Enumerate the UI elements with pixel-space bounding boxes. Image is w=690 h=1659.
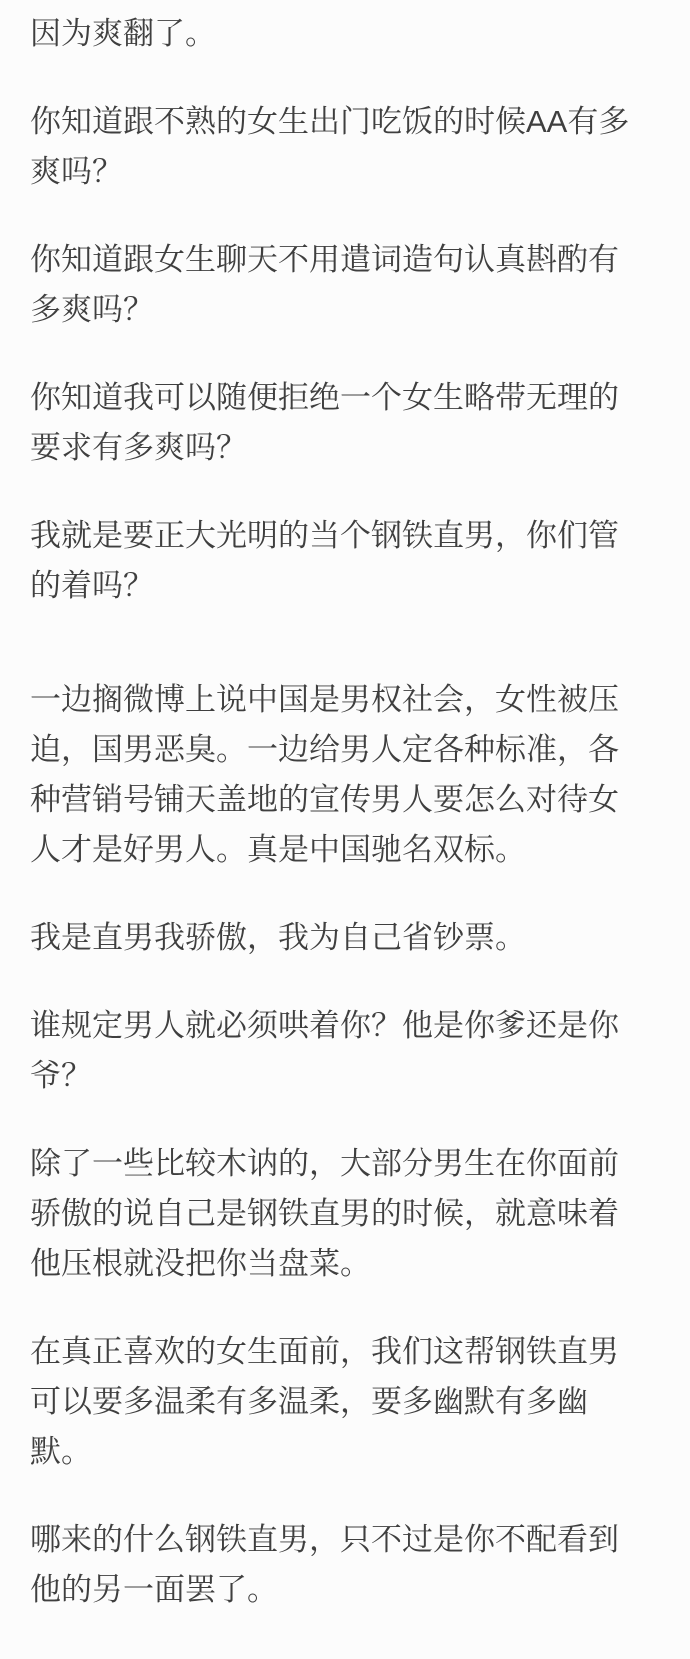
paragraph: 因为爽翻了。: [30, 16, 216, 51]
paragraph: 你知道跟不熟的女生出门吃饭的时候AA有多爽吗？: [30, 104, 630, 189]
paragraph: 除了一些比较木讷的，大部分男生在你面前骄傲的说自己是钢铁直男的时候，就意味着他压根就没把你当盘菜。: [30, 1146, 619, 1281]
paragraph: 你知道我可以随便拒绝一个女生略带无理的要求有多爽吗？: [30, 380, 619, 465]
paragraph: 哪来的什么钢铁直男，只不过是你不配看到他的另一面罢了。: [30, 1522, 619, 1607]
paragraph: 在真正喜欢的女生面前，我们这帮钢铁直男可以要多温柔有多温柔，要多幽默有多幽默。: [30, 1334, 619, 1469]
paragraph: 一边搁微博上说中国是男权社会，女性被压迫，国男恶臭。一边给男人定各种标准，各种营销号铺天盖地的宣传男人要怎么对待女人才是好男人。真是中国驰名双标。: [30, 682, 619, 867]
paragraph: 我就是要正大光明的当个钢铁直男，你们管的着吗？: [30, 518, 619, 603]
paragraph: 你知道跟女生聊天不用遣词造句认真斟酌有多爽吗？: [30, 242, 619, 327]
paragraph: 谁规定男人就必须哄着你？他是你爹还是你爷？: [30, 1008, 619, 1093]
paragraph: 我是直男我骄傲，我为自己省钞票。: [30, 920, 526, 955]
